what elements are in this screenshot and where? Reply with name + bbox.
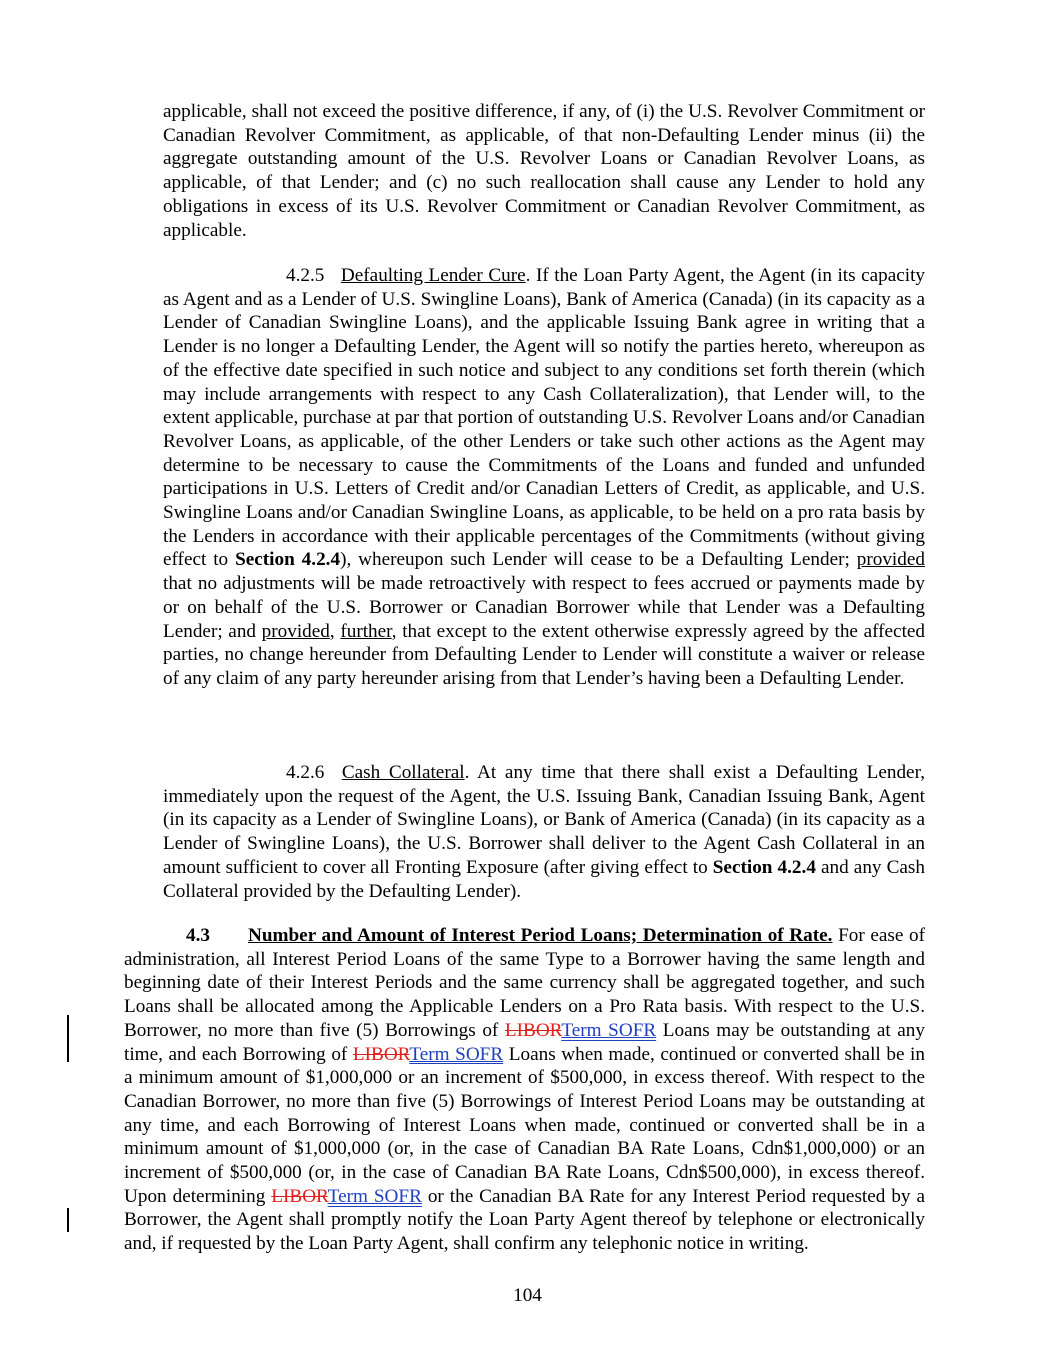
section-number: 4.3 <box>186 925 210 946</box>
inserted-text: Term SOFR <box>409 1043 504 1065</box>
further-term: further <box>340 620 392 642</box>
section-number: 4.2.5 <box>286 265 325 286</box>
provided-term: provided <box>261 620 330 642</box>
section-text: or the Canadian BA Rate for any Interest Period requested by a Borrower, the Agent shall promptly notify the Loan Party Agent thereof by telephone or electronically and, if requested by the Loan Party Agent, shall confirm any telephonic notice in writing. <box>124 1185 925 1255</box>
section-reference: Section 4.2.4 <box>712 856 816 878</box>
section-text: . At any time that there shall exist a Defaulting Lender, immediately upon the request of the Agent, the U.S. Issuing Bank, Canadian Issuing Bank, Agent (in its capacity as a Lender of Swingline Loans), or Bank of America (Canada) (in its capacity as a Lender of Swingline Loans), the U.S. Borrower shall deliver to the Agent Cash Collateral in an amount sufficient to cover all Fronting Exposure (after giving effect to <box>163 762 925 878</box>
change-bar <box>67 1208 69 1232</box>
section-title: Defaulting Lender Cure <box>340 265 526 286</box>
inserted-text: Term SOFR <box>327 1185 422 1207</box>
deleted-text: LIBOR <box>352 1043 410 1065</box>
section-title: Cash Collateral <box>341 762 465 783</box>
section-4-2-6 <box>163 761 925 903</box>
paragraph-continuation <box>163 100 925 242</box>
section-text: that no adjustments will be made retroactively with respect to fees accrued or payments made by or on behalf of the U.S. Borrower or Canadian Borrower while that Lender was a Defaulting Lender; and <box>163 573 925 642</box>
section-text: , that except to the extent otherwise expressly agreed by the affected parties, no change hereunder from Defaulting Lender to Lender will constitute a waiver or release of any claim of any party hereunder arising from that Lender’s having been a Defaulting Lender. <box>163 620 926 689</box>
section-text: Loans when made, continued or converted shall be in a minimum amount of $1,000,000 or an increment of $500,000, in excess thereof. With respect to the Canadian Borrower, no more than five (5) Borrowings of Interest Period Loans may be outstanding at any time, and each Borrowing of Interest Loans when made, continued or converted shall be in a minimum amount of $1,000,000 (or, in the case of Canadian BA Rate Loans, Cdn$1,000,000) or an increment of $500,000 (or, in the case of Canadian BA Rate Loans, Cdn$500,000), in excess thereof. Upon determining <box>124 1043 925 1207</box>
paragraph-text: applicable, shall not exceed the positive difference, if any, of (i) the U.S. Revolver Commitment or Canadian Revolver Commitment, as applicable, of that non-Defaulting Lender minus (ii) the aggregate outstanding amount of the U.S. Revolver Loans or Canadian Revolver Loans, as applicable, of that Lender; and (c) no such reallocation shall cause any Lender to hold any obligations in excess of its U.S. Revolver Commitment or Canadian Revolver Commitment, as applicable. <box>163 101 925 241</box>
section-text: ), whereupon such Lender will cease to be a Defaulting Lender; <box>340 549 857 571</box>
section-reference: Section 4.2.4 <box>235 549 341 571</box>
deleted-text: LIBOR <box>504 1019 562 1041</box>
section-text: and any Cash Collateral provided by the Defaulting Lender). <box>163 856 925 902</box>
section-title: Number and Amount of Interest Period Loans; Determination of Rate. <box>248 925 833 946</box>
section-text: For ease of administration, all Interest Period Loans of the same Type to a Borrower having the same length and beginning date of their Interest Periods and the same currency shall be aggregated together, and such Loans shall be allocated among the Applicable Lenders on a Pro Rata basis. With respect to the U.S. Borrower, no more than five (5) Borrowings of <box>124 925 925 1041</box>
section-4-2-5 <box>163 264 925 691</box>
page-number: 104 <box>513 1285 542 1306</box>
provided-term: provided <box>856 549 925 571</box>
section-text: Loans may be outstanding at any time, and each Borrowing of <box>124 1019 925 1065</box>
section-4-3 <box>124 924 925 1256</box>
change-bar <box>67 1015 69 1062</box>
section-number: 4.2.6 <box>286 762 325 783</box>
inserted-text: Term SOFR <box>561 1019 657 1041</box>
section-text: , <box>329 620 341 642</box>
section-text: . If the Loan Party Agent, the Agent (in its capacity as Agent and as a Lender of U.S. Swingline Loans), Bank of America (Canada) (in its capacity as a Lender of Canadian Swingline Loans), and the applicable Issuing Bank agree in writing that a Lender is no longer a Defaulting Lender, the Agent will so notify the parties hereto, whereupon as of the effective date specified in such notice and subject to any conditions set forth therein (which may include arrangements with respect to any Cash Collateralization), that Lender will, to the extent applicable, purchase at par that portion of outstanding U.S. Revolver Loans and/or Canadian Revolver Loans, as applicable, of the other Lenders or take such other actions as the Agent may determine to be necessary to cause the Commitments of the Loans and funded and unfunded participations in U.S. Letters of Credit and/or Canadian Letters of Credit, as applicable, and U.S. Swingline Loans and/or Canadian Swingline Loans, as applicable, to be held on a pro rata basis by the Lenders in accordance with their applicable percentages of the Commitments (without giving effect to <box>163 265 925 571</box>
deleted-text: LIBOR <box>271 1185 328 1207</box>
